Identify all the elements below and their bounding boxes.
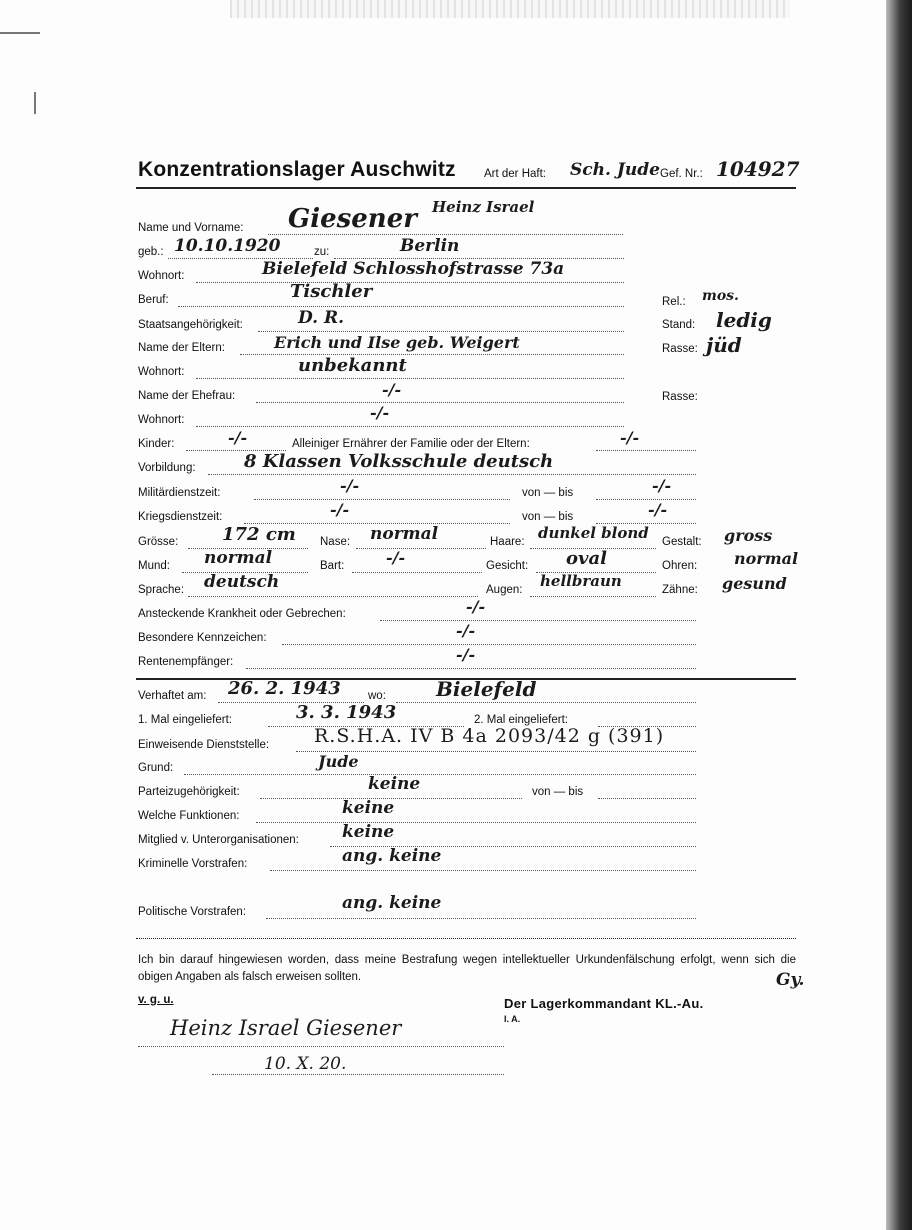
header-rule: [136, 187, 796, 189]
sprache-line: [188, 596, 478, 597]
mitglied-value: keine: [342, 822, 395, 842]
wohnort-line: [196, 282, 624, 283]
eingeliefert-value: 3. 3. 1943: [296, 702, 397, 723]
militaer-vonbis-label: von — bis: [522, 487, 574, 499]
rel-label: Rel.:: [662, 296, 686, 308]
kommandant-label: Der Lagerkommandant KL.-Au.: [504, 996, 704, 1011]
ernaehrer-label: Alleiniger Ernährer der Familie oder der Eltern:: [292, 438, 530, 450]
zu-label: zu:: [314, 246, 330, 258]
scan-right-edge: [886, 0, 912, 1230]
zaehne-label: Zähne:: [662, 584, 698, 596]
staat-line: [258, 331, 624, 332]
vorbildung-line: [208, 474, 696, 475]
ehefrau-wohnort-label: Wohnort:: [138, 414, 185, 426]
funktionen-label: Welche Funktionen:: [138, 810, 240, 822]
grund-label: Grund:: [138, 762, 174, 774]
signature: Heinz Israel Giesener: [170, 1016, 402, 1040]
beruf-value: Tischler: [290, 281, 373, 302]
eltern-label: Name der Eltern:: [138, 342, 225, 354]
militaer-vonbis-line: [596, 499, 696, 500]
rasse-label: Rasse:: [662, 343, 698, 355]
gef-label: Gef. Nr.:: [660, 168, 703, 180]
kinder-value: -/-: [228, 428, 248, 447]
mal2-label: 2. Mal eingeliefert:: [474, 714, 568, 726]
wo-line: [396, 702, 696, 703]
augen-line: [530, 596, 656, 597]
ehefrau-line: [256, 402, 624, 403]
nase-line: [356, 548, 486, 549]
verhaftet-value: 26. 2. 1943: [228, 678, 341, 699]
haft-label: Art der Haft:: [484, 168, 546, 180]
eingeliefert-label: 1. Mal eingeliefert:: [138, 714, 232, 726]
ehefrau-rasse-label: Rasse:: [662, 391, 698, 403]
partei-value: keine: [368, 774, 421, 794]
form-title: Konzentrationslager Auschwitz: [138, 158, 456, 181]
rel-value: mos.: [702, 288, 739, 304]
ehefrau-wohnort-line: [196, 426, 624, 427]
ohren-value: normal: [734, 549, 799, 568]
kriminell-line: [270, 870, 696, 871]
eltern-wohnort-label: Wohnort:: [138, 366, 185, 378]
krieg-vonbis-value: -/-: [648, 500, 668, 519]
rente-line: [246, 668, 696, 669]
surname-value: Giesener: [288, 204, 417, 234]
wohnort-label: Wohnort:: [138, 270, 185, 282]
gestalt-label: Gestalt:: [662, 536, 702, 548]
nase-value: normal: [370, 524, 439, 544]
krieg-vonbis-label: von — bis: [522, 511, 574, 523]
ia-label: I. A.: [504, 1014, 521, 1024]
dienststelle-value: R.S.H.A. IV B 4a 2093/42 g (391): [314, 725, 665, 747]
gesicht-value: oval: [566, 548, 607, 569]
krieg-label: Kriegsdienstzeit:: [138, 511, 223, 523]
verhaftet-label: Verhaftet am:: [138, 690, 207, 702]
ehefrau-wohnort-value: -/-: [370, 403, 390, 422]
bart-label: Bart:: [320, 560, 345, 572]
wo-label: wo:: [368, 690, 386, 702]
name-label: Name und Vorname:: [138, 222, 244, 234]
augen-label: Augen:: [486, 584, 523, 596]
funktionen-value: keine: [342, 798, 395, 818]
grund-line: [184, 774, 696, 775]
staat-label: Staatsangehörigkeit:: [138, 319, 243, 331]
geb-label: geb.:: [138, 246, 164, 258]
mund-value: normal: [204, 548, 273, 568]
krieg-value: -/-: [330, 500, 350, 519]
geb-value: 10.10.1920: [174, 236, 281, 256]
rente-value: -/-: [456, 645, 476, 664]
ernaehrer-value: -/-: [620, 428, 640, 447]
stand-label: Stand:: [662, 319, 696, 331]
politisch-line: [266, 918, 696, 919]
vgu-label: v. g. u.: [138, 994, 174, 1006]
kennzeichen-line: [282, 644, 696, 645]
stand-value: ledig: [716, 308, 772, 332]
beruf-line: [178, 306, 624, 307]
vorbildung-value: 8 Klassen Volksschule deutsch: [244, 451, 554, 472]
signature-line: [138, 1046, 504, 1047]
eltern-wohnort-value: unbekannt: [298, 355, 407, 376]
politisch-label: Politische Vorstrafen:: [138, 906, 247, 918]
ansteckend-value: -/-: [466, 597, 486, 616]
kriminell-value: ang. keine: [342, 846, 442, 866]
zaehne-value: gesund: [722, 574, 787, 593]
eltern-value: Erich und Ilse geb. Weigert: [274, 333, 520, 352]
nase-label: Nase:: [320, 536, 351, 548]
wohnort-value: Bielefeld Schlosshofstrasse 73a: [262, 259, 565, 279]
ansteckend-line: [380, 620, 696, 621]
gesicht-label: Gesicht:: [486, 560, 529, 572]
sprache-label: Sprache:: [138, 584, 185, 596]
beruf-label: Beruf:: [138, 294, 169, 306]
bart-value: -/-: [386, 548, 406, 567]
ehefrau-label: Name der Ehefrau:: [138, 390, 236, 402]
date-line: [212, 1074, 504, 1075]
kriminell-label: Kriminelle Vorstrafen:: [138, 858, 248, 870]
scan-mark: [0, 32, 40, 34]
militaer-line: [254, 499, 510, 500]
statement-rule: [136, 938, 796, 939]
partei-label: Parteizugehörigkeit:: [138, 786, 240, 798]
initials: Gy.: [776, 970, 805, 990]
groesse-value: 172 cm: [222, 524, 296, 545]
funktionen-line: [256, 822, 696, 823]
gef-value: 104927: [716, 157, 800, 181]
militaer-value: -/-: [340, 476, 360, 495]
haft-value: Sch. Jude: [570, 160, 660, 180]
rente-label: Rentenempfänger:: [138, 656, 234, 668]
ansteckend-label: Ansteckende Krankheit oder Gebrechen:: [138, 608, 346, 620]
ohren-label: Ohren:: [662, 560, 698, 572]
zu-value: Berlin: [400, 236, 460, 256]
scan-top-noise: [230, 0, 790, 18]
signature-date: 10. X. 20.: [264, 1054, 347, 1074]
name-line: [268, 234, 623, 235]
wo-value: Bielefeld: [436, 677, 537, 701]
sprache-value: deutsch: [204, 572, 280, 592]
haare-value: dunkel blond: [538, 524, 649, 542]
bart-line: [352, 572, 482, 573]
vorbildung-label: Vorbildung:: [138, 462, 196, 474]
haare-label: Haare:: [490, 536, 525, 548]
mitglied-label: Mitglied v. Unterorganisationen:: [138, 834, 299, 846]
augen-value: hellbraun: [540, 572, 622, 590]
given-name-value: Heinz Israel: [432, 198, 535, 216]
kennzeichen-value: -/-: [456, 621, 476, 640]
dienststelle-label: Einweisende Dienststelle:: [138, 739, 270, 751]
eltern-wohnort-line: [196, 378, 624, 379]
militaer-vonbis-value: -/-: [652, 476, 672, 495]
politisch-value: ang. keine: [342, 893, 442, 913]
gestalt-value: gross: [724, 526, 773, 545]
staat-value: D. R.: [298, 308, 345, 328]
partei-vonbis-label: von — bis: [532, 786, 584, 798]
rasse-value: jüd: [706, 333, 742, 357]
scan-mark: [34, 92, 36, 114]
partei-vonbis-line: [598, 798, 696, 799]
grund-value: Jude: [318, 752, 359, 771]
groesse-label: Grösse:: [138, 536, 179, 548]
kennzeichen-label: Besondere Kennzeichen:: [138, 632, 267, 644]
declaration-text: Ich bin darauf hingewiesen worden, dass meine Bestrafung wegen intellektueller Urkundenfälschung erfolgt, wenn sich die obigen Angaben als falsch erweisen sollten.: [138, 954, 796, 983]
kinder-label: Kinder:: [138, 438, 175, 450]
ehefrau-value: -/-: [382, 380, 402, 399]
militaer-label: Militärdienstzeit:: [138, 487, 221, 499]
ernaehrer-line: [596, 450, 696, 451]
mund-label: Mund:: [138, 560, 170, 572]
